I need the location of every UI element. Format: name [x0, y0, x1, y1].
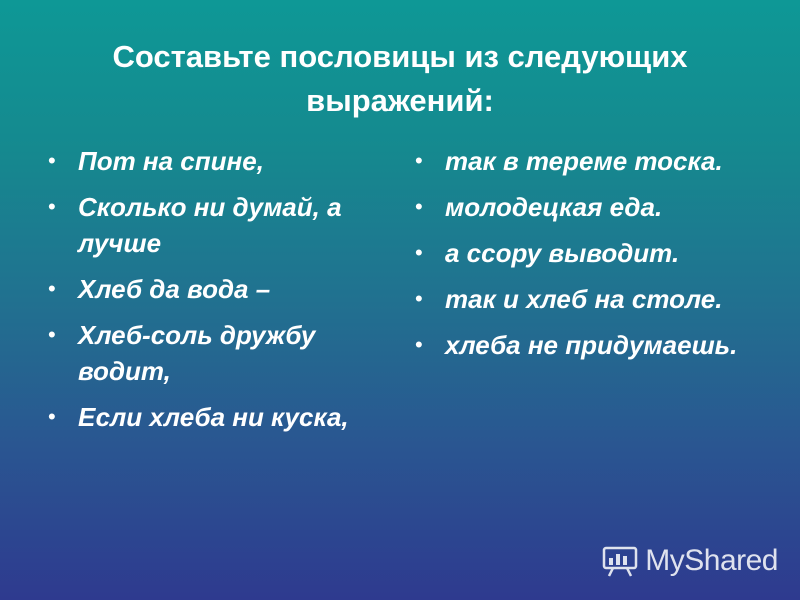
bullet: •	[48, 322, 56, 347]
presentation-board-icon	[601, 544, 639, 578]
list-item	[415, 327, 745, 363]
list-item-text: молодецкая еда.	[445, 192, 663, 222]
list-item	[48, 399, 378, 435]
bullet: •	[48, 404, 56, 429]
watermark-text: MyShared	[645, 544, 778, 577]
list-item-text: Пот на спине,	[78, 146, 264, 176]
list-item-text: так и хлеб на столе.	[445, 284, 723, 314]
list-item	[48, 317, 378, 389]
list-item-text: Хлеб-соль дружбу водит,	[78, 320, 316, 386]
list-item	[415, 143, 745, 179]
bullet: •	[415, 240, 423, 265]
bullet: •	[415, 148, 423, 173]
list-item	[48, 271, 378, 307]
bullet: •	[48, 194, 56, 219]
list-item	[415, 281, 745, 317]
list-item	[48, 189, 378, 261]
list-item-text: Сколько ни думай, а лучше	[78, 192, 342, 258]
list-item	[415, 235, 745, 271]
right-column-list	[415, 143, 745, 373]
list-item-text: а ссору выводит.	[445, 238, 680, 268]
list-item-text: так в тереме тоска.	[445, 146, 723, 176]
list-item	[415, 189, 745, 225]
list-item-text: Хлеб да вода –	[78, 274, 271, 304]
bullet: •	[48, 276, 56, 301]
slide-title: Составьте пословицы из следующих выражений:	[112, 39, 688, 118]
list-item-text: Если хлеба ни куска,	[78, 402, 349, 432]
list-item	[48, 143, 378, 179]
bullet: •	[415, 194, 423, 219]
list-item-text: хлеба не придумаешь.	[445, 330, 738, 360]
bullet: •	[415, 286, 423, 311]
bullet: •	[415, 332, 423, 357]
myshared-watermark	[601, 544, 778, 578]
bullet: •	[48, 148, 56, 173]
left-column-list	[48, 143, 378, 445]
